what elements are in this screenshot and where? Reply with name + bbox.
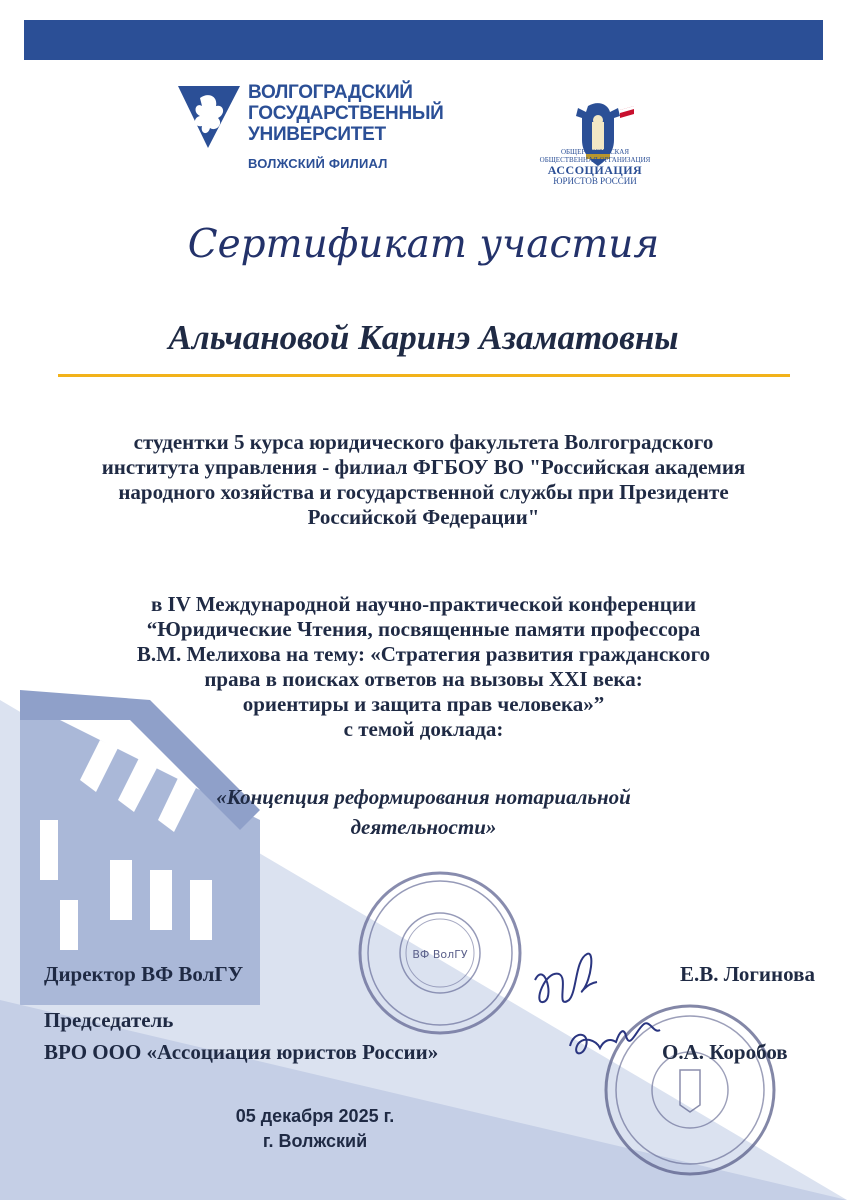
description-line: института управления - филиал ФГБОУ ВО "Российская академия — [101, 455, 746, 479]
association-small-line2: ОБЩЕСТВЕННАЯ ОРГАНИЗАЦИЯ — [539, 156, 651, 164]
description-line: народного хозяйства и государственной службы при Президенте — [118, 480, 729, 504]
conference-line: с темой доклада: — [343, 717, 504, 741]
description-line: студентки 5 курса юридического факультета Волгоградского — [133, 430, 714, 454]
gold-divider — [58, 374, 790, 377]
chairman-name: О.А. Коробов — [662, 1040, 788, 1064]
association-name-line2: ЮРИСТОВ РОССИИ — [553, 176, 637, 186]
director-signature — [525, 940, 605, 1020]
recipient-description — [40, 430, 807, 530]
association-small-line1: ОБЩЕРОССИЙСКАЯ — [560, 148, 630, 156]
university-name-line2: ГОСУДАРСТВЕННЫЙ — [248, 103, 444, 124]
association-name — [530, 148, 660, 186]
report-topic — [100, 782, 747, 842]
topic-line: деятельности» — [350, 815, 497, 839]
topic-line: «Концепция реформирования нотариальной — [216, 785, 631, 809]
chairman-title-line1: Председатель — [44, 1008, 174, 1032]
description-line: Российской Федерации" — [307, 505, 540, 529]
issue-date: 05 декабря 2025 г. — [235, 1106, 395, 1126]
certificate-title: Сертификат участия — [187, 222, 660, 267]
conference-line: “Юридические Чтения, посвященные памяти профессора — [146, 617, 701, 641]
conference-line: В.М. Мелихова на тему: «Стратегия развития гражданского — [136, 642, 711, 666]
director-title: Директор ВФ ВолГУ — [44, 962, 244, 986]
conference-line: в IV Международной научно-практической конференции — [150, 592, 697, 616]
university-name — [248, 82, 444, 145]
stamp-label: ВФ ВолГУ — [412, 948, 468, 961]
conference-line: права в поисках ответов на вызовы XXI века: — [204, 667, 643, 691]
conference-line: ориентиры и защита прав человека»” — [242, 692, 605, 716]
recipient-name: Альчановой Каринэ Азаматовны — [168, 318, 679, 357]
chairman-title-line2: ВРО ООО «Ассоциация юристов России» — [44, 1040, 439, 1064]
university-stamp — [355, 868, 525, 1038]
association-name-line1: АССОЦИАЦИЯ — [547, 163, 643, 177]
chairman-signature — [560, 1010, 670, 1070]
issue-date-block — [200, 1104, 430, 1154]
university-name-line1: ВОЛГОГРАДСКИЙ — [248, 82, 413, 103]
university-branch: ВОЛЖСКИЙ ФИЛИАЛ — [248, 156, 388, 171]
conference-description — [40, 592, 807, 742]
director-name: Е.В. Логинова — [680, 962, 815, 986]
university-name-line3: УНИВЕРСИТЕТ — [248, 124, 386, 145]
issue-city: г. Волжский — [262, 1131, 368, 1151]
